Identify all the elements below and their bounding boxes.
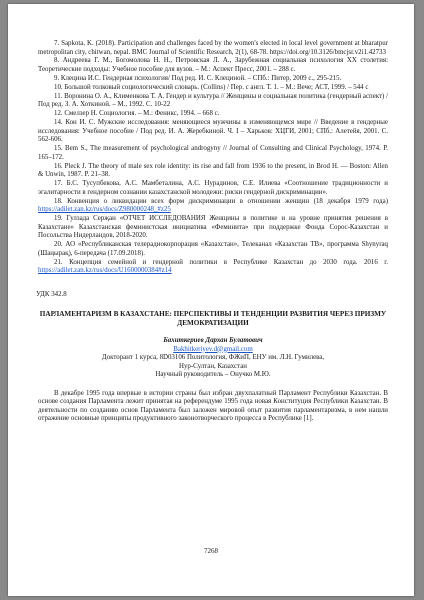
reference-item: 10. Большой толковый социологический словарь. (Collins) / Пер. с англ. Т. 1. – М.: Вече; АСТ, 1999. – 544 с <box>54 83 369 91</box>
page-number: 7268 <box>204 547 218 555</box>
reference-item: 12. Смелзер Н. Социология. – М.: Феникс, 1994. – 668 с. <box>54 110 220 118</box>
reference-item: 19. Гулзада Серҗан «ОТЧЕТ ИССЛЕДОВАНИЯ Женщины в политике и на уровне принятия решения в Казахстане» Казахстанская феминистская инициатива «Феминита» при поддержке Фонда Сорос-Казахстан и Посольства Нидерландов, 2018-2020. <box>38 215 388 240</box>
reference-link[interactable]: https://adilet.zan.kz/rus/docs/U1600000384#z14 <box>38 267 172 275</box>
reference-list <box>38 40 388 276</box>
reference-item: 9. Клецина И.С. Гендерная психология/ Под ред. И. С. Клециной. – СПб.: Питер, 2009 с., 295-215. <box>54 74 342 82</box>
reference-item: 7. Sapkota, K. (2018). Participation and challenges faced by the women's elected in local level government at bharatpur metropolitan city, chitwan, nepal. BMC Journal of Scientific Research, 2(1), 68-78. https://doi.org/10.3126/bmcjsr.v2i1.42733 <box>38 40 388 56</box>
article-title: ПАРЛАМЕНТАРИЗМ В КАЗАХСТАНЕ: ПЕРСПЕКТИВЫ И ТЕНДЕНЦИИ РАЗВИТИЯ ЧЕРЕЗ ПРИЗМУ ДЕМОКРАТИЗАЦИИ <box>39 310 387 328</box>
scientific-advisor: Научный руководитель – Онучко М.Ю. <box>155 371 271 379</box>
reference-item: 20. АО «Республиканская телерадиокорпорация «Казахстан», Телеканал «Казахстан ТВ», программа Shynyraq (Шаңырақ), 6-передача (17.09.2018). <box>38 241 388 257</box>
author-block <box>38 337 388 380</box>
page-content <box>38 40 388 424</box>
reference-link[interactable]: https://adilet.zan.kz/rus/docs/Z980000248_#z25 <box>38 206 171 214</box>
author-name: Бахиткериев Дархан Булатович <box>163 336 263 344</box>
author-city: Нур-Султан, Казахстан <box>179 362 247 370</box>
reference-item: 16. Pleck J. The theory of male sex role identity: its rise and fall from 1936 to the present, in Brod H. — Boston: Allen & Unwin, 1987. P. 21–38. <box>38 162 388 179</box>
reference-item: 14. Кон И. С. Мужские исследования: меняющиеся мужчины в изменяющемся мире // Введение в гендерные исследования: Учебное пособие / Под ред. И. А. Жеребкиной. Ч. I – Харьков: ХЦГИ, 2001; СПб.: Алетейя, 2001. С. 562-606. <box>38 119 388 144</box>
reference-item: 15. Bem S., The measurement of psychological androgyny // Journal of Consulting and Clinical Psychology, 1974. P. 165–172. <box>38 145 388 161</box>
reference-item: 18. Конвенция о ликвидации всех форм дискриминации в отношении женщин (18 декабря 1979 года) https://adilet.zan.kz/rus/docs/Z980000248_#z25 <box>38 197 388 214</box>
body-paragraph: В декабре 1995 года впервые в истории страны был избран двухпалатный Парламент Республики Казахстан. В основе создания Парламента лежит принятая на референдуме 1995 года новая Конституция Республики Казахстан. В деятельности по созданию основ Парламента был заложен мировой опыт развития парламентаризма, в нем нашли отражение основные принципы продуктивного законотворческого процесса в Республике [1]. <box>38 389 388 423</box>
reference-item: 8. Андреева Г. М., Богомолова Н. Н., Петровская Л. А., Зарубежная социальная психология XX столетия: Теоретические подходы: Учебное пособие для вузов. – М.: Аспект Пресс, 2001. – 288 с. <box>38 57 388 74</box>
author-affiliation: Докторант 1 курса, 8D03106 Политология, ФЖиП, ЕНУ им. Л.Н. Гумилева, <box>101 354 325 362</box>
document-page <box>8 4 414 596</box>
author-email-link[interactable]: Bakhitkeriyev.d@gmail.com <box>173 345 253 353</box>
reference-item: 17. Б.С. Тусупбекова, А.С. Мамбеталина, А.С. Нурадинов, С.Е. Илиева «Соотношение традиционности и эгалитарности в гендерном сознании казахстанской молодежи: риски гендерной дискриминации». <box>38 180 388 196</box>
reference-item: 21. Концепция семейной и гендерной политики в Республике Казахстан до 2030 года. 2016 г. https://adilet.zan.kz/rus/docs/U1600000384#z14 <box>38 258 388 275</box>
reference-item: 11. Воронина О. А., Клименкова Т. А. Гендер и культура // Женщины и социальная политика (гендерный аспект) / Под ред. З. А. Хоткиной. – М., 1992. С. 10-22 <box>38 92 388 109</box>
udk-code: УДК 342.8 <box>36 290 67 298</box>
